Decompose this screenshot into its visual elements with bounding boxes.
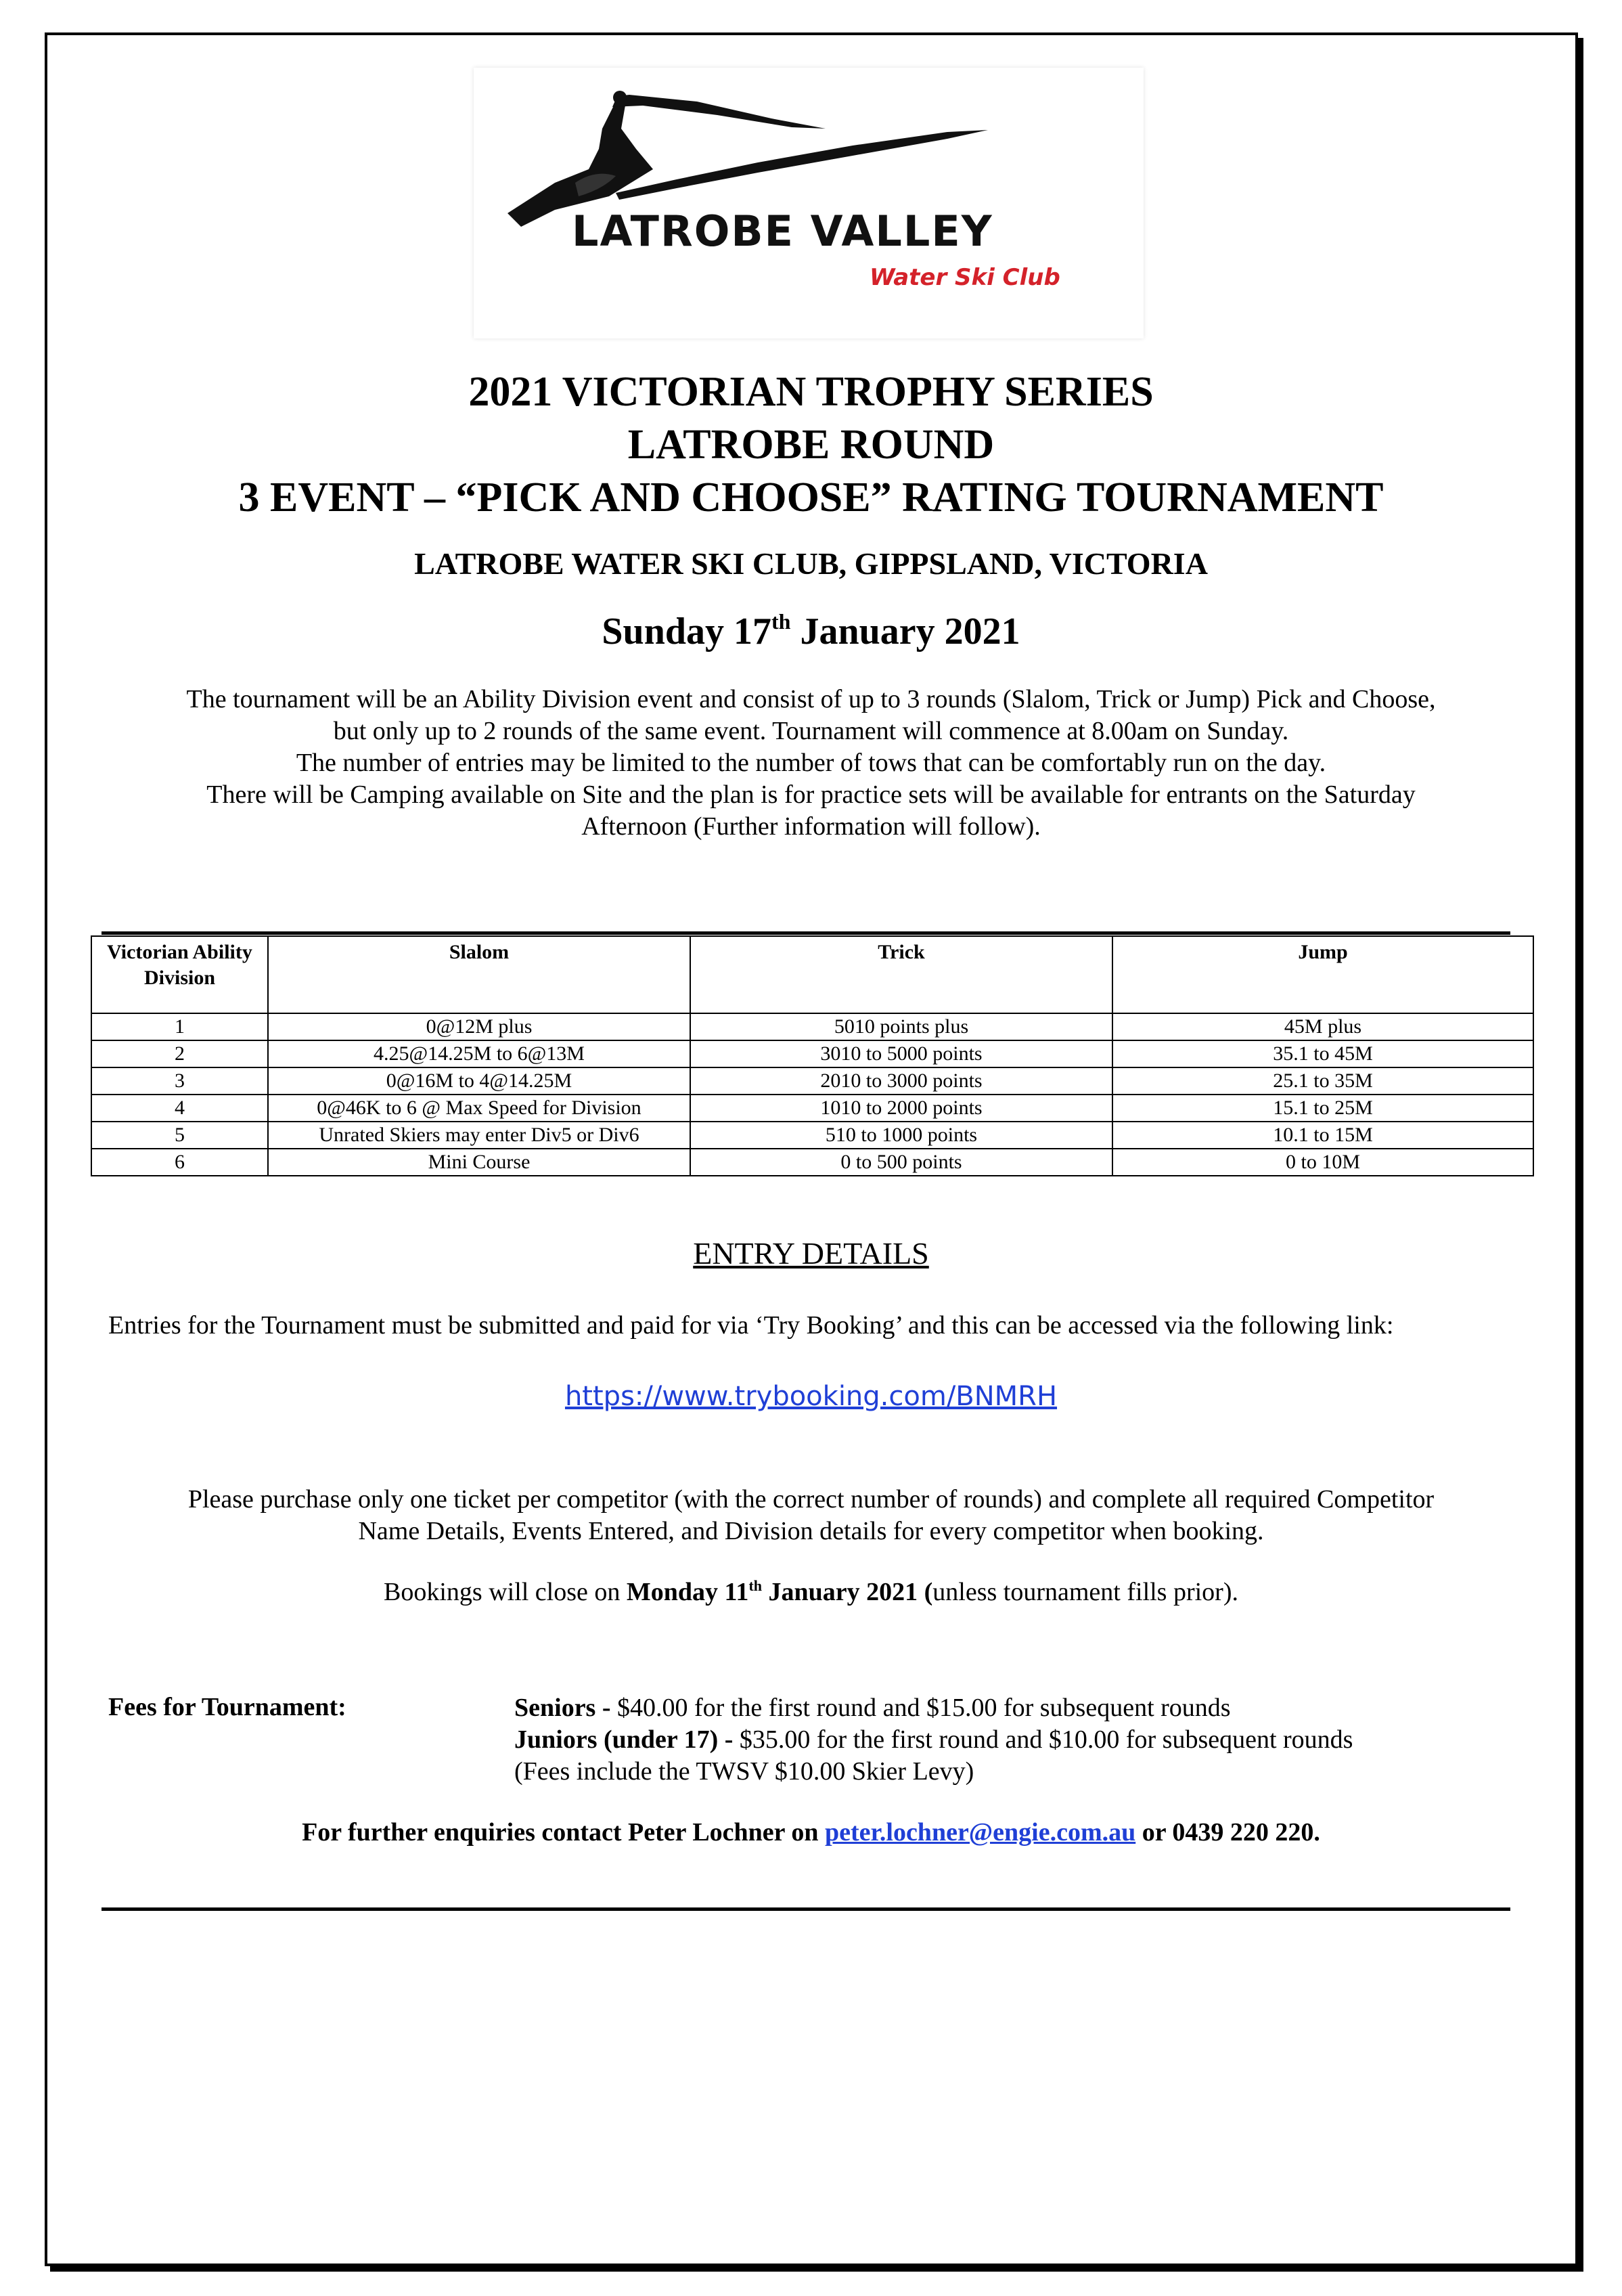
- enquiry-phone: or 0439 220 220.: [1135, 1818, 1320, 1847]
- table-row: [91, 1067, 1533, 1095]
- skier-silhouette-icon: [474, 68, 1144, 338]
- purchase-line: Name Details, Events Entered, and Division details for every competitor when booking.: [358, 1517, 1264, 1545]
- cell-slalom: Unrated Skiers may enter Div5 or Div6: [268, 1122, 690, 1149]
- fee-juniors-text: $35.00 for the first round and $10.00 for subsequent rounds: [739, 1725, 1353, 1754]
- entry-details-heading: ENTRY DETAILS: [693, 1236, 929, 1271]
- cell-slalom: 0@16M to 4@14.25M: [268, 1067, 690, 1095]
- cell-slalom: 0@46K to 6 @ Max Speed for Division: [268, 1095, 690, 1122]
- cell-division: 1: [91, 1013, 268, 1040]
- club-logo: [474, 68, 1144, 338]
- cell-division: 2: [91, 1040, 268, 1067]
- cell-division: 4: [91, 1095, 268, 1122]
- division-table: [91, 935, 1534, 1176]
- intro-line: The number of entries may be limited to the number of tows that can be comfortably run on the day.: [296, 749, 1326, 777]
- divider-bottom: [102, 1907, 1510, 1911]
- header-division: Victorian Ability Division: [91, 936, 268, 1013]
- enquiry-contact: [68, 1817, 1554, 1847]
- cell-division: 6: [91, 1149, 268, 1176]
- cell-division: 5: [91, 1122, 268, 1149]
- cell-trick: 5010 points plus: [690, 1013, 1112, 1040]
- purchase-line: Please purchase only one ticket per competitor (with the correct number of rounds) and complete all required Competitor: [187, 1485, 1435, 1514]
- enquiry-prefix: For further enquiries contact Peter Lochner on: [302, 1818, 825, 1847]
- close-date-suffix: th: [748, 1577, 762, 1594]
- table-row: [91, 1149, 1533, 1176]
- cell-trick: 510 to 1000 points: [690, 1122, 1112, 1149]
- logo-name: LATROBE VALLEY: [572, 206, 993, 256]
- fee-seniors-text: $40.00 for the first round and $15.00 for subsequent rounds: [617, 1694, 1231, 1722]
- fees-label: Fees for Tournament:: [108, 1693, 346, 1721]
- close-date-month-year: January 2021 (: [762, 1578, 933, 1606]
- cell-trick: 3010 to 5000 points: [690, 1040, 1112, 1067]
- title-line-1: 2021 VICTORIAN TROPHY SERIES: [468, 369, 1154, 415]
- intro-line: Afternoon (Further information will follow).: [581, 812, 1041, 841]
- fee-juniors: [514, 1724, 1529, 1756]
- header-slalom: Slalom: [268, 936, 690, 1013]
- intro-line: The tournament will be an Ability Division event and consist of up to 3 rounds (Slalom, Trick or Jump) Pick and Choose,: [186, 685, 1436, 713]
- cell-slalom: Mini Course: [268, 1149, 690, 1176]
- header-jump: Jump: [1112, 936, 1533, 1013]
- cell-slalom: 4.25@14.25M to 6@13M: [268, 1040, 690, 1067]
- close-suffix: unless tournament fills prior).: [932, 1578, 1238, 1606]
- date-suffix: th: [771, 609, 791, 634]
- table-row: [91, 1040, 1533, 1067]
- cell-slalom: 0@12M plus: [268, 1013, 690, 1040]
- close-prefix: Bookings will close on: [384, 1578, 627, 1606]
- page-title: [68, 366, 1554, 524]
- title-line-2: LATROBE ROUND: [627, 422, 995, 468]
- cell-division: 3: [91, 1067, 268, 1095]
- cell-trick: 2010 to 3000 points: [690, 1067, 1112, 1095]
- fee-note: (Fees include the TWSV $10.00 Skier Levy): [514, 1757, 974, 1786]
- venue: LATROBE WATER SKI CLUB, GIPPSLAND, VICTORIA: [414, 546, 1208, 581]
- divider-top: [102, 931, 1510, 935]
- logo-subtitle: Water Ski Club: [870, 264, 1060, 291]
- cell-trick: 1010 to 2000 points: [690, 1095, 1112, 1122]
- table-header-row: [91, 936, 1533, 1013]
- cell-jump: 35.1 to 45M: [1112, 1040, 1533, 1067]
- trybooking-link[interactable]: https://www.trybooking.com/BNMRH: [564, 1381, 1058, 1412]
- table-row: [91, 1095, 1533, 1122]
- date-day: Sunday 17: [602, 611, 771, 653]
- cell-jump: 45M plus: [1112, 1013, 1533, 1040]
- fee-seniors-label: Seniors -: [514, 1694, 617, 1722]
- booking-close-notice: [68, 1577, 1554, 1607]
- fees-list: [514, 1692, 1529, 1788]
- event-date: [68, 609, 1554, 653]
- header-trick: Trick: [690, 936, 1112, 1013]
- cell-jump: 0 to 10M: [1112, 1149, 1533, 1176]
- cell-trick: 0 to 500 points: [690, 1149, 1112, 1176]
- date-month-year: January 2021: [790, 611, 1020, 653]
- fee-juniors-label: Juniors (under 17) -: [514, 1725, 740, 1754]
- table-row: [91, 1013, 1533, 1040]
- close-date-day: Monday 11: [626, 1578, 749, 1606]
- fee-seniors: [514, 1692, 1529, 1724]
- purchase-instructions: [68, 1484, 1554, 1547]
- intro-line: There will be Camping available on Site and the plan is for practice sets will be available for entrants on the Saturday: [206, 780, 1416, 809]
- intro-line: but only up to 2 rounds of the same event. Tournament will commence at 8.00am on Sunday.: [333, 717, 1289, 745]
- cell-jump: 25.1 to 35M: [1112, 1067, 1533, 1095]
- contact-email-link[interactable]: peter.lochner@engie.com.au: [824, 1818, 1136, 1847]
- intro-text: [68, 684, 1554, 843]
- cell-jump: 15.1 to 25M: [1112, 1095, 1533, 1122]
- entry-instructions: Entries for the Tournament must be submitted and paid for via ‘Try Booking’ and this can be accessed via the following link:: [108, 1311, 1394, 1340]
- cell-jump: 10.1 to 15M: [1112, 1122, 1533, 1149]
- table-row: [91, 1122, 1533, 1149]
- title-line-3: 3 EVENT – “PICK AND CHOOSE” RATING TOURNAMENT: [238, 474, 1384, 521]
